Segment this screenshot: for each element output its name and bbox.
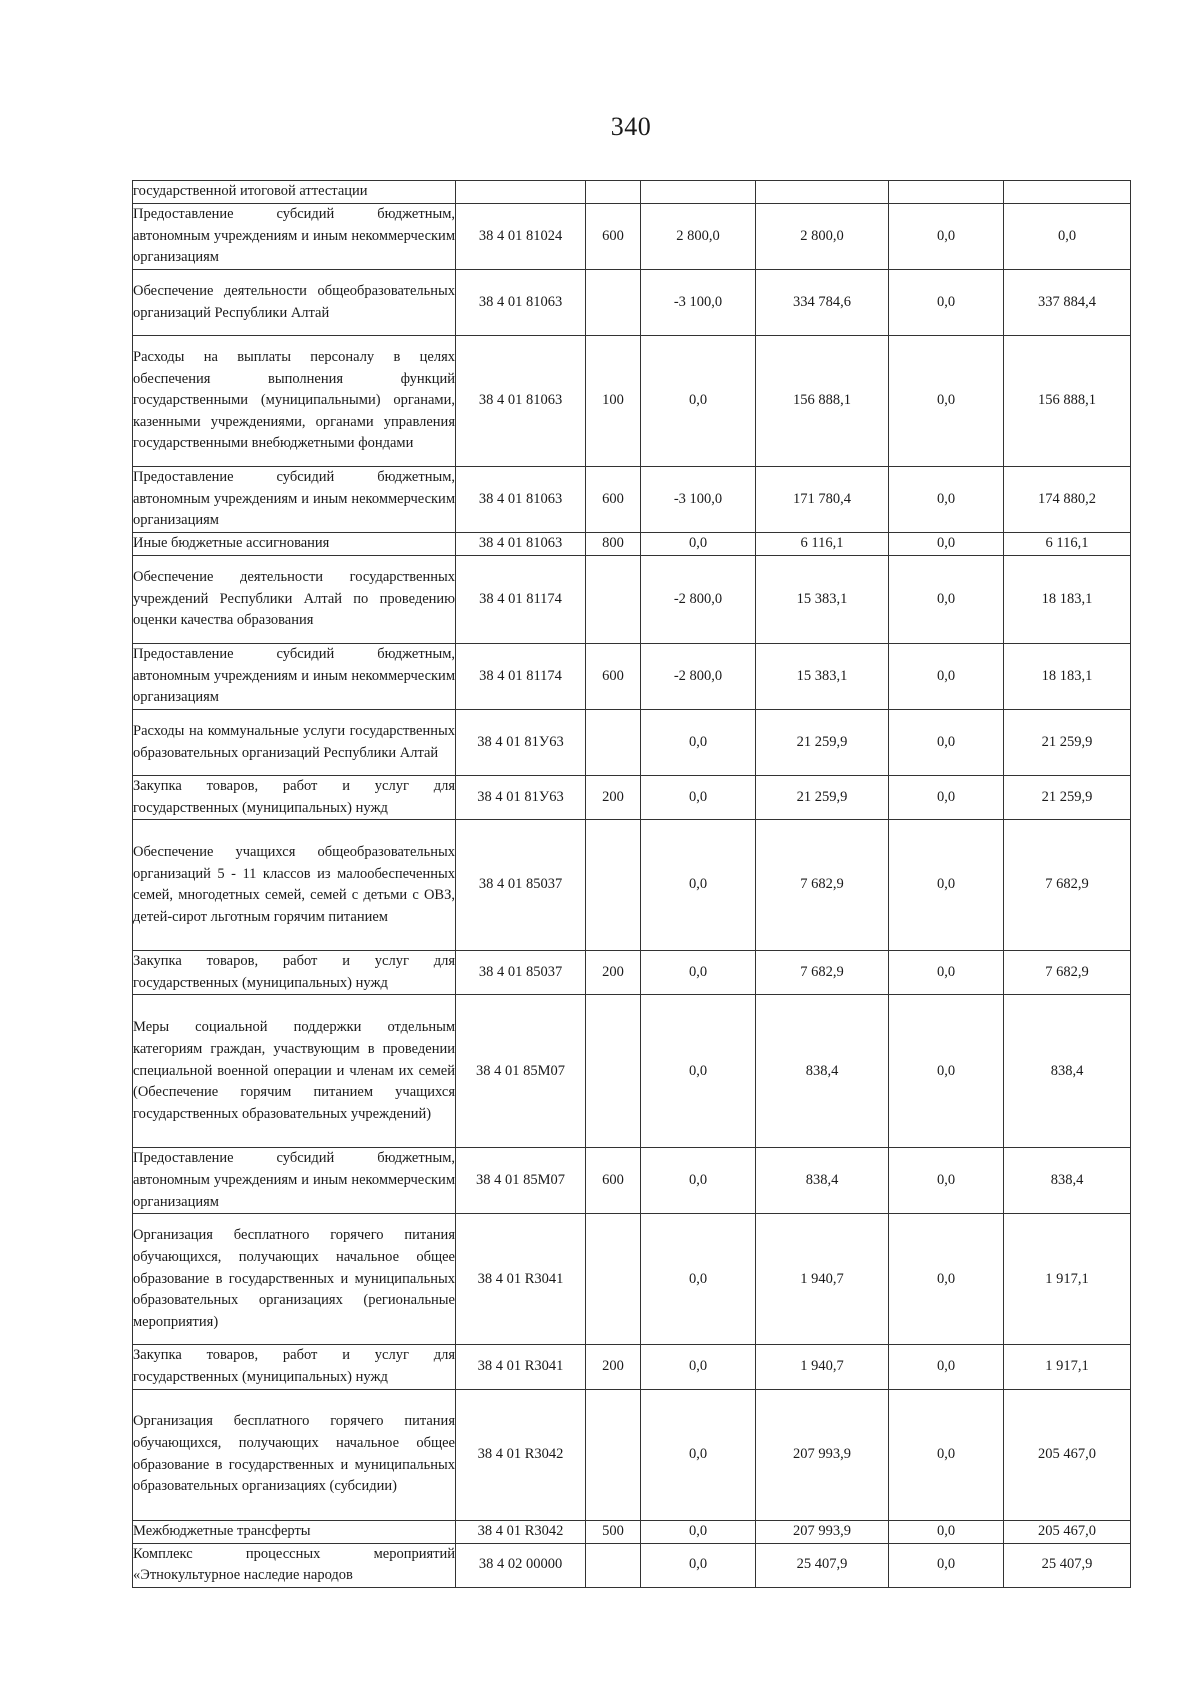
amount-total-cell: 171 780,4 <box>756 467 889 533</box>
amount-total-cell: 15 383,1 <box>756 644 889 710</box>
expense-name-cell: Закупка товаров, работ и услуг для государственных (муниципальных) нужд <box>133 776 456 820</box>
amount-federal-cell: 0,0 <box>889 270 1004 336</box>
amount-federal-cell: 0,0 <box>889 710 1004 776</box>
amount-federal-cell: 0,0 <box>889 644 1004 710</box>
amount-federal-cell: 0,0 <box>889 951 1004 995</box>
amount-federal-cell: 0,0 <box>889 204 1004 270</box>
amount-federal-cell: 0,0 <box>889 1543 1004 1587</box>
expense-name-cell: Предоставление субсидий бюджетным, автономным учреждениям и иным некоммерческим организациям <box>133 467 456 533</box>
expense-name-cell: Закупка товаров, работ и услуг для государственных (муниципальных) нужд <box>133 951 456 995</box>
amount-total-cell: 6 116,1 <box>756 533 889 556</box>
table-row <box>133 1389 1131 1520</box>
expense-name-cell: Предоставление субсидий бюджетным, автономным учреждениям и иным некоммерческим организациям <box>133 644 456 710</box>
amount-total-cell: 334 784,6 <box>756 270 889 336</box>
expense-name-cell: Комплекс процессных мероприятий «Этнокультурное наследие народов <box>133 1543 456 1587</box>
expense-type-cell <box>586 1389 641 1520</box>
amount-federal-cell: 0,0 <box>889 336 1004 467</box>
amount-original-cell: 838,4 <box>1004 995 1131 1148</box>
amount-original-cell: 838,4 <box>1004 1148 1131 1214</box>
budget-code-cell: 38 4 01 81У63 <box>456 710 586 776</box>
amount-federal-cell: 0,0 <box>889 995 1004 1148</box>
table-row <box>133 1345 1131 1389</box>
amount-change-cell: 0,0 <box>641 533 756 556</box>
budget-code-cell: 38 4 01 R3042 <box>456 1520 586 1543</box>
amount-original-cell: 205 467,0 <box>1004 1389 1131 1520</box>
expense-type-cell: 200 <box>586 1345 641 1389</box>
expense-name-cell: Расходы на выплаты персоналу в целях обеспечения выполнения функций государственными (муниципальными) органами, казенными учреждениями, органами управления государственными внебюджетными фондами <box>133 336 456 467</box>
budget-code-cell <box>456 181 586 204</box>
amount-original-cell: 0,0 <box>1004 204 1131 270</box>
budget-code-cell: 38 4 01 85М07 <box>456 1148 586 1214</box>
budget-code-cell: 38 4 01 81063 <box>456 336 586 467</box>
amount-change-cell: 0,0 <box>641 820 756 951</box>
amount-federal-cell: 0,0 <box>889 1389 1004 1520</box>
amount-federal-cell: 0,0 <box>889 533 1004 556</box>
amount-change-cell: 0,0 <box>641 1214 756 1345</box>
expense-type-cell <box>586 270 641 336</box>
amount-federal-cell: 0,0 <box>889 1520 1004 1543</box>
amount-total-cell: 21 259,9 <box>756 776 889 820</box>
expense-type-cell <box>586 995 641 1148</box>
amount-original-cell: 6 116,1 <box>1004 533 1131 556</box>
expense-type-cell: 600 <box>586 204 641 270</box>
amount-change-cell: 0,0 <box>641 951 756 995</box>
amount-original-cell: 25 407,9 <box>1004 1543 1131 1587</box>
amount-federal-cell: 0,0 <box>889 1345 1004 1389</box>
table-row <box>133 644 1131 710</box>
amount-original-cell: 18 183,1 <box>1004 644 1131 710</box>
amount-total-cell: 207 993,9 <box>756 1520 889 1543</box>
table-row <box>133 467 1131 533</box>
budget-code-cell: 38 4 01 85М07 <box>456 995 586 1148</box>
table-row <box>133 951 1131 995</box>
amount-change-cell: 0,0 <box>641 336 756 467</box>
amount-total-cell: 838,4 <box>756 1148 889 1214</box>
budget-code-cell: 38 4 01 85037 <box>456 951 586 995</box>
amount-change-cell: 0,0 <box>641 776 756 820</box>
budget-code-cell: 38 4 01 81174 <box>456 644 586 710</box>
amount-total-cell: 7 682,9 <box>756 820 889 951</box>
table-row <box>133 1148 1131 1214</box>
expense-type-cell: 500 <box>586 1520 641 1543</box>
expense-name-cell: государственной итоговой аттестации <box>133 181 456 204</box>
budget-code-cell: 38 4 01 81174 <box>456 556 586 644</box>
table-row <box>133 1520 1131 1543</box>
amount-change-cell: -3 100,0 <box>641 467 756 533</box>
amount-total-cell: 156 888,1 <box>756 336 889 467</box>
expense-name-cell: Иные бюджетные ассигнования <box>133 533 456 556</box>
amount-original-cell: 1 917,1 <box>1004 1214 1131 1345</box>
amount-change-cell: 0,0 <box>641 1148 756 1214</box>
page-number: 340 <box>610 112 652 141</box>
amount-federal-cell: 0,0 <box>889 1214 1004 1345</box>
amount-federal-cell: 0,0 <box>889 776 1004 820</box>
expense-name-cell: Обеспечение учащихся общеобразовательных организаций 5 - 11 классов из малообеспеченных семей, многодетных семей, семей с детьми с ОВЗ, детей-сирот льготным горячим питанием <box>133 820 456 951</box>
expense-type-cell <box>586 181 641 204</box>
amount-original-cell: 174 880,2 <box>1004 467 1131 533</box>
amount-total-cell: 7 682,9 <box>756 951 889 995</box>
amount-change-cell: -3 100,0 <box>641 270 756 336</box>
amount-change-cell: -2 800,0 <box>641 556 756 644</box>
budget-code-cell: 38 4 02 00000 <box>456 1543 586 1587</box>
amount-federal-cell: 0,0 <box>889 1148 1004 1214</box>
expense-type-cell <box>586 556 641 644</box>
budget-code-cell: 38 4 01 R3042 <box>456 1389 586 1520</box>
expense-type-cell: 200 <box>586 776 641 820</box>
amount-original-cell: 156 888,1 <box>1004 336 1131 467</box>
expense-name-cell: Расходы на коммунальные услуги государственных образовательных организаций Республики Алтай <box>133 710 456 776</box>
budget-code-cell: 38 4 01 85037 <box>456 820 586 951</box>
amount-original-cell: 7 682,9 <box>1004 820 1131 951</box>
amount-total-cell: 2 800,0 <box>756 204 889 270</box>
amount-original-cell: 205 467,0 <box>1004 1520 1131 1543</box>
amount-total-cell: 15 383,1 <box>756 556 889 644</box>
expense-name-cell: Межбюджетные трансферты <box>133 1520 456 1543</box>
amount-change-cell: 2 800,0 <box>641 204 756 270</box>
table-row <box>133 181 1131 204</box>
table-row <box>133 820 1131 951</box>
amount-change-cell: 0,0 <box>641 1520 756 1543</box>
amount-original-cell: 1 917,1 <box>1004 1345 1131 1389</box>
amount-total-cell: 838,4 <box>756 995 889 1148</box>
table-row <box>133 710 1131 776</box>
budget-code-cell: 38 4 01 81У63 <box>456 776 586 820</box>
budget-code-cell: 38 4 01 R3041 <box>456 1214 586 1345</box>
amount-original-cell: 18 183,1 <box>1004 556 1131 644</box>
expense-type-cell: 200 <box>586 951 641 995</box>
budget-code-cell: 38 4 01 81063 <box>456 270 586 336</box>
table-row <box>133 533 1131 556</box>
amount-change-cell: 0,0 <box>641 1543 756 1587</box>
expense-name-cell: Обеспечение деятельности общеобразовательных организаций Республики Алтай <box>133 270 456 336</box>
amount-change-cell: 0,0 <box>641 995 756 1148</box>
expense-type-cell: 800 <box>586 533 641 556</box>
table-row <box>133 1214 1131 1345</box>
table-row <box>133 1543 1131 1587</box>
expense-type-cell <box>586 1214 641 1345</box>
budget-code-cell: 38 4 01 R3041 <box>456 1345 586 1389</box>
amount-original-cell <box>1004 181 1131 204</box>
expense-name-cell: Обеспечение деятельности государственных учреждений Республики Алтай по проведению оценки качества образования <box>133 556 456 644</box>
budget-code-cell: 38 4 01 81063 <box>456 533 586 556</box>
amount-original-cell: 21 259,9 <box>1004 776 1131 820</box>
table-body <box>133 181 1131 1588</box>
expense-type-cell: 600 <box>586 1148 641 1214</box>
table-row <box>133 204 1131 270</box>
amount-change-cell: -2 800,0 <box>641 644 756 710</box>
amount-total-cell: 25 407,9 <box>756 1543 889 1587</box>
expense-type-cell: 600 <box>586 644 641 710</box>
amount-original-cell: 337 884,4 <box>1004 270 1131 336</box>
amount-original-cell: 7 682,9 <box>1004 951 1131 995</box>
table-row <box>133 336 1131 467</box>
amount-change-cell: 0,0 <box>641 1389 756 1520</box>
table-row <box>133 776 1131 820</box>
budget-table <box>132 180 1131 1588</box>
amount-federal-cell <box>889 181 1004 204</box>
amount-change-cell: 0,0 <box>641 710 756 776</box>
table-row <box>133 556 1131 644</box>
table-row <box>133 995 1131 1148</box>
budget-code-cell: 38 4 01 81024 <box>456 204 586 270</box>
amount-federal-cell: 0,0 <box>889 556 1004 644</box>
expense-type-cell: 600 <box>586 467 641 533</box>
expense-name-cell: Организация бесплатного горячего питания обучающихся, получающих начальное общее образование в государственных и муниципальных образовательных организациях (региональные мероприятия) <box>133 1214 456 1345</box>
amount-change-cell: 0,0 <box>641 1345 756 1389</box>
amount-total-cell: 1 940,7 <box>756 1214 889 1345</box>
table-row <box>133 270 1131 336</box>
amount-original-cell: 21 259,9 <box>1004 710 1131 776</box>
amount-total-cell <box>756 181 889 204</box>
expense-name-cell: Меры социальной поддержки отдельным категориям граждан, участвующим в проведении специальной военной операции и членам их семей (Обеспечение горячим питанием учащихся государственных образовательных учреждений) <box>133 995 456 1148</box>
expense-name-cell: Закупка товаров, работ и услуг для государственных (муниципальных) нужд <box>133 1345 456 1389</box>
expense-type-cell <box>586 710 641 776</box>
amount-federal-cell: 0,0 <box>889 467 1004 533</box>
amount-total-cell: 1 940,7 <box>756 1345 889 1389</box>
expense-name-cell: Организация бесплатного горячего питания обучающихся, получающих начальное общее образование в государственных и муниципальных образовательных организациях (субсидии) <box>133 1389 456 1520</box>
amount-total-cell: 21 259,9 <box>756 710 889 776</box>
expense-type-cell <box>586 1543 641 1587</box>
expense-type-cell <box>586 820 641 951</box>
expense-name-cell: Предоставление субсидий бюджетным, автономным учреждениям и иным некоммерческим организациям <box>133 1148 456 1214</box>
expense-type-cell: 100 <box>586 336 641 467</box>
amount-federal-cell: 0,0 <box>889 820 1004 951</box>
amount-change-cell <box>641 181 756 204</box>
amount-total-cell: 207 993,9 <box>756 1389 889 1520</box>
budget-code-cell: 38 4 01 81063 <box>456 467 586 533</box>
expense-name-cell: Предоставление субсидий бюджетным, автономным учреждениям и иным некоммерческим организациям <box>133 204 456 270</box>
